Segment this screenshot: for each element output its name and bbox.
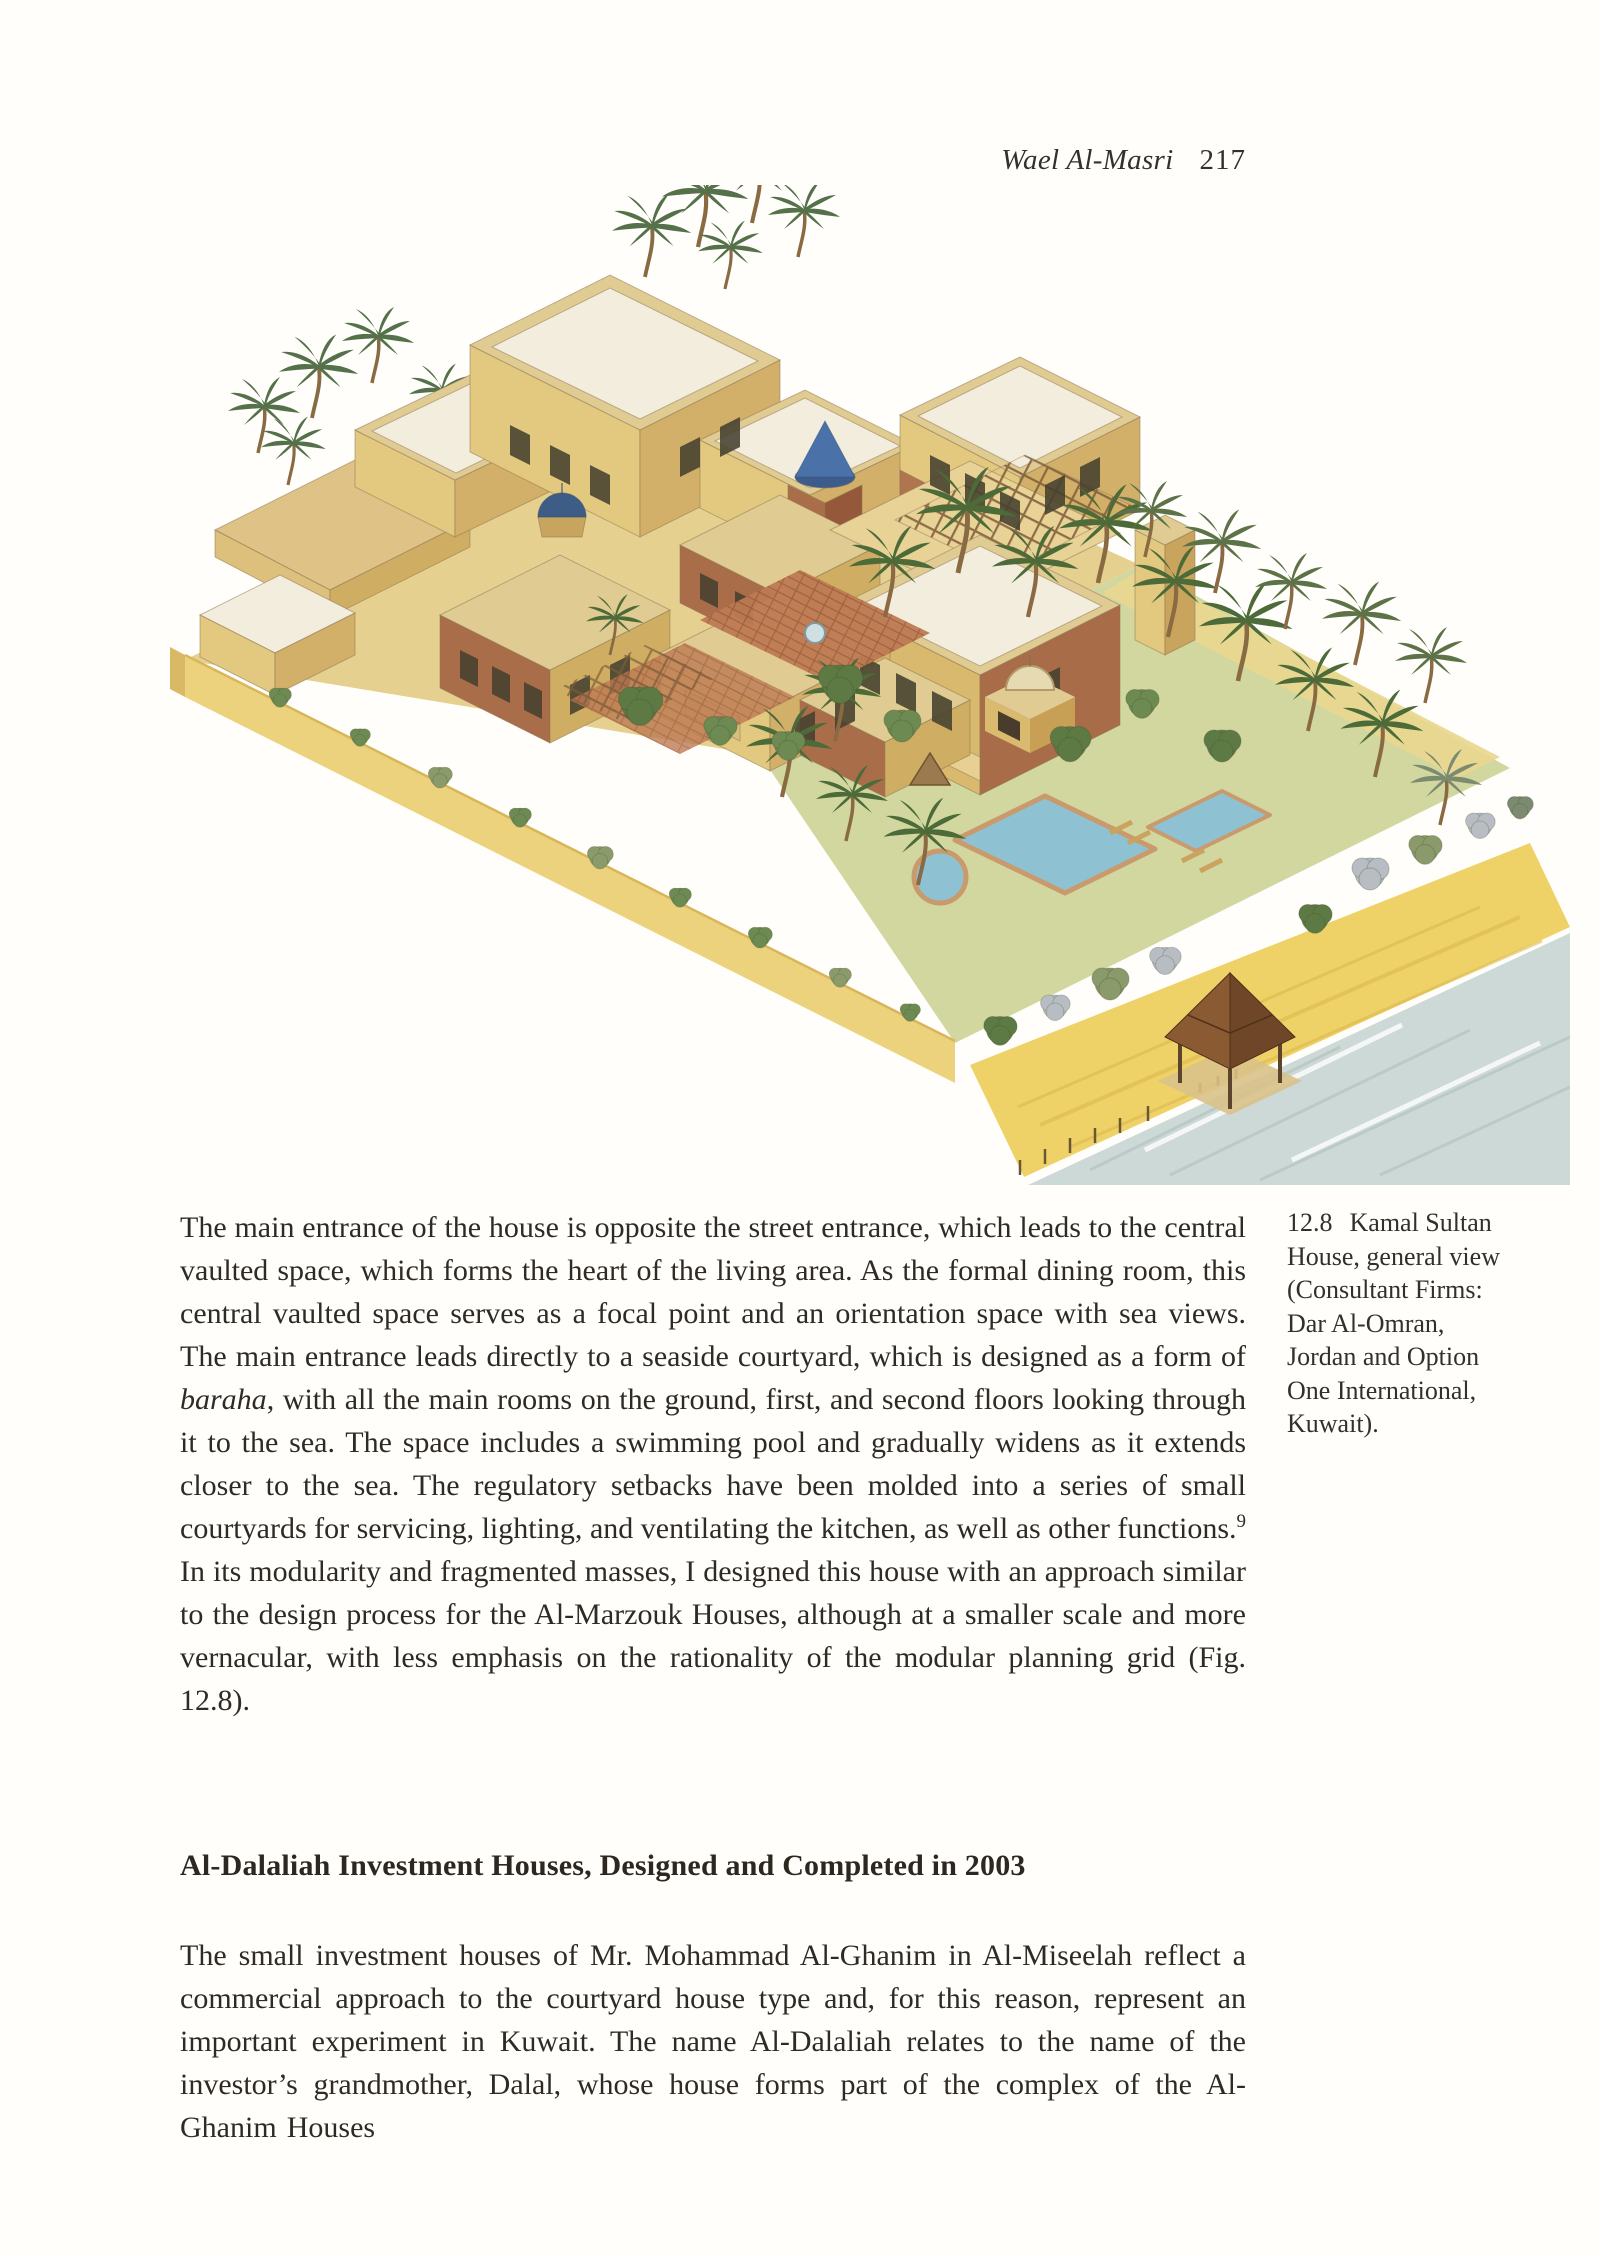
figure-12-8-illustration	[140, 185, 1570, 1185]
running-head	[180, 144, 1246, 177]
paragraph-house-description	[180, 1206, 1246, 1722]
fountain	[805, 623, 825, 643]
figure-caption-text: Kamal Sultan House, general view (Consultant Firms: Dar Al-Omran, Jordan and Option One International, Kuwait).	[1287, 1208, 1500, 1438]
p1-text-1: The main entrance of the house is opposite the street entrance, which leads to the central vaulted space, which forms the heart of the living area. As the formal dining room, this central vaulted space serves as a focal point and an orientation space with sea views. The main entrance leads directly to a seaside courtyard, which is designed as a form of	[180, 1211, 1246, 1373]
paragraph-investment-houses: The small investment houses of Mr. Mohammad Al-Ghanim in Al-Miseelah reflect a commercial approach to the courtyard house type and, for this reason, represent an important experiment in Kuwait. The name Al-Dalaliah relates to the name of the investor’s grandmother, Dalal, whose house forms part of the complex of the Al-Ghanim Houses	[180, 1939, 1246, 2144]
figure-caption	[1287, 1206, 1515, 1441]
p1-text-3: In its modularity and fragmented masses, I designed this house with an approach similar to the design process for the Al-Marzouk Houses, although at a smaller scale and more vernacular, with less emphasis on the rationality of the modular planning grid (Fig. 12.8).	[180, 1555, 1246, 1717]
running-head-author: Wael Al-Masri	[1001, 144, 1174, 176]
p1-italic-baraha: baraha	[180, 1383, 267, 1416]
footnote-marker-9: 9	[1236, 1511, 1246, 1532]
kamal-sultan-house-axonometric	[140, 185, 1570, 1185]
section-heading-al-dalaliah: Al-Dalaliah Investment Houses, Designed and Completed in 2003	[180, 1849, 1026, 1882]
running-head-page-number: 217	[1199, 144, 1246, 176]
figure-caption-number: 12.8	[1287, 1208, 1333, 1237]
p1-text-2: , with all the main rooms on the ground, first, and second floors looking through it to the sea. The space includes a swimming pool and gradually widens as it extends closer to the sea. The regulatory setbacks have been molded into a series of small courtyards for servicing, lighting, and ventilating the kitchen, as well as other functions.	[180, 1383, 1246, 1545]
